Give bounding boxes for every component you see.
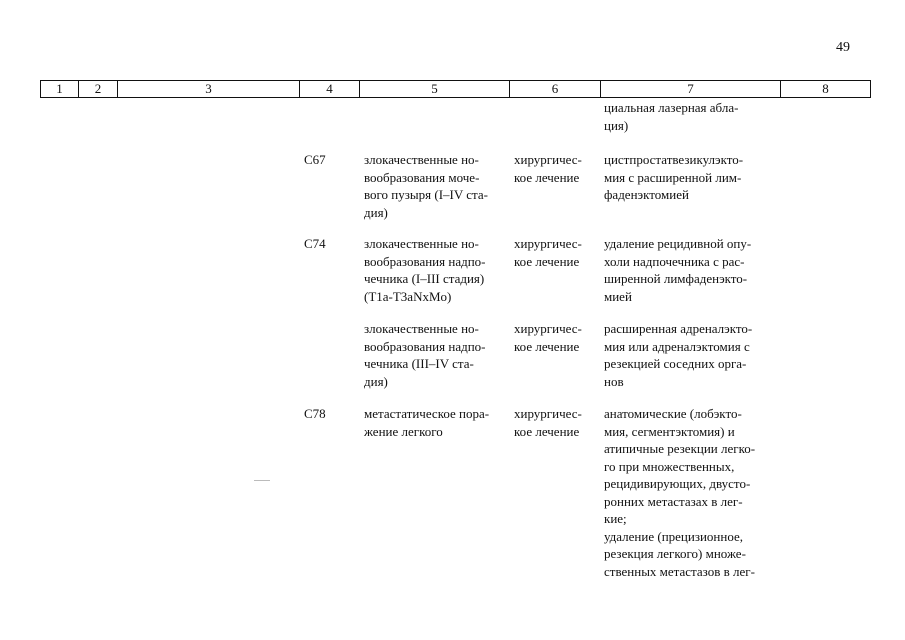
row-method [604, 235, 779, 305]
text-line: кое лечение [514, 253, 580, 269]
text-line: вообразования надпо- [364, 253, 486, 269]
text-line: цистпростатвезикулэкто- [604, 152, 744, 167]
row-code: С78 [304, 406, 326, 421]
text-line: вого пузыря (I–IV ста- [364, 187, 488, 202]
text-line: жение легкого [364, 423, 443, 439]
header-col-2: 2 [79, 81, 118, 98]
row-treatment [514, 405, 596, 440]
text-line: фаденэктомией [604, 187, 689, 202]
text-line: хирургичес- [514, 236, 582, 251]
header-col-1: 1 [41, 81, 79, 98]
text-line: анатомические (лобэкто- [604, 406, 742, 421]
text-line: мия или адреналэктомия с [604, 338, 750, 354]
text-line: дия) [364, 204, 388, 220]
text-line: го при множественных, [604, 458, 735, 474]
text-line: ция) [604, 117, 629, 133]
text-line: кое лечение [514, 423, 580, 439]
text-line: хирургичес- [514, 406, 582, 421]
text-line: кое лечение [514, 169, 580, 185]
text-line: резекция легкого) множе- [604, 546, 746, 561]
text-line: ственных метастазов в лег- [604, 563, 755, 579]
row-code: С74 [304, 236, 326, 251]
text-line: ронних метастазах в лег- [604, 493, 743, 509]
text-line: холи надпочечника с рас- [604, 253, 745, 269]
row-treatment [514, 320, 596, 355]
header-col-3: 3 [118, 81, 300, 98]
text-line: хирургичес- [514, 152, 582, 167]
text-line: дия) [364, 373, 388, 389]
row-treatment [514, 235, 596, 270]
row-method [604, 320, 779, 390]
text-line: рецидивирующих, двусто- [604, 476, 751, 491]
text-line: атипичные резекции легко- [604, 441, 756, 456]
text-line: ширенной лимфаденэкто- [604, 271, 748, 286]
text-line: (T1a-T3aNxMo) [364, 288, 452, 304]
text-line: расширенная адреналэкто- [604, 321, 753, 336]
text-line: вообразования надпо- [364, 338, 486, 354]
row-diagnosis [364, 320, 507, 390]
row-code: С67 [304, 152, 326, 167]
row-method [604, 405, 779, 580]
text-line: кие; [604, 511, 627, 526]
text-line: нов [604, 373, 624, 389]
text-line: мия с расширенной лим- [604, 169, 742, 185]
text-line: кое лечение [514, 338, 580, 354]
row-method [604, 151, 779, 204]
text-line: удаление рецидивной опу- [604, 236, 752, 251]
page-number: 49 [836, 40, 850, 55]
text-line: циальная лазерная абла- [604, 100, 739, 115]
text-line: мия, сегментэктомия) и [604, 423, 735, 439]
row-diagnosis [364, 405, 507, 440]
header-col-8: 8 [781, 81, 871, 98]
row-diagnosis [364, 235, 507, 305]
text-line: хирургичес- [514, 321, 582, 336]
text-line: метастатическое пора- [364, 406, 490, 421]
text-line: удаление (прецизионное, [604, 528, 744, 544]
text-line: чечника (I–III стадия) [364, 271, 485, 286]
header-col-7: 7 [601, 81, 781, 98]
scan-mark [254, 480, 270, 481]
header-col-6: 6 [510, 81, 601, 98]
column-number-header [40, 80, 871, 98]
text-line: чечника (III–IV ста- [364, 356, 474, 371]
text-line: вообразования моче- [364, 169, 480, 185]
text-line: злокачественные но- [364, 236, 479, 251]
header-col-5: 5 [360, 81, 510, 98]
text-line: резекцией соседних орга- [604, 356, 747, 371]
text-line: злокачественные но- [364, 321, 479, 336]
header-col-4: 4 [300, 81, 360, 98]
continued-method-text [604, 99, 779, 134]
text-line: злокачественные но- [364, 152, 479, 167]
text-line: мией [604, 288, 632, 304]
row-diagnosis [364, 151, 507, 221]
row-treatment [514, 151, 596, 186]
